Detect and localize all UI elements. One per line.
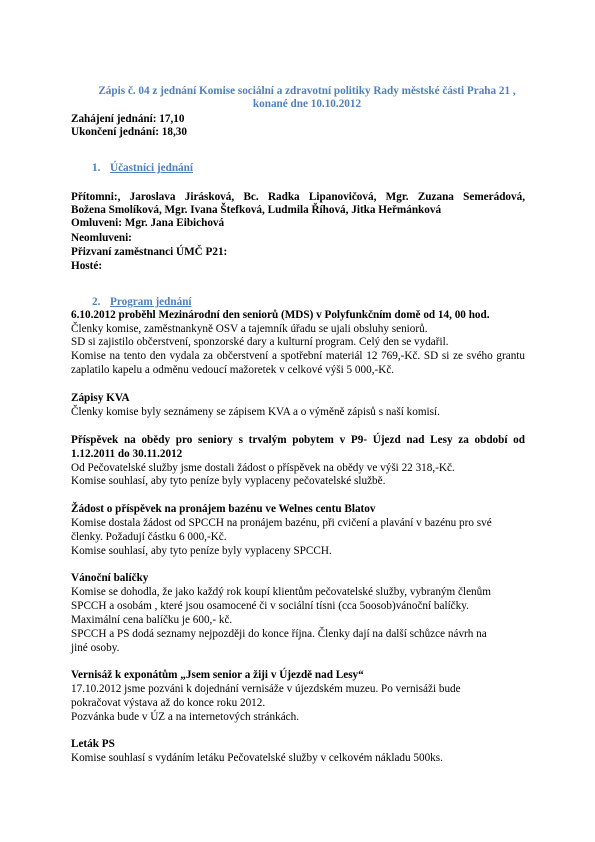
- item-vernissage-text-2: pokračovat výstava až do konce roku 2012.: [71, 697, 266, 709]
- item-mds-text-1: Členky komise, zaměstnankyně OSV a tajemník úřadu se ujali obsluhy seniorů.: [71, 323, 428, 335]
- item-lunch-heading-2: 1.12.2011 do 30.11.2012: [71, 448, 183, 460]
- section-number: 2.: [92, 296, 101, 308]
- item-xmas-text-1: Komise se dohodla, že jako každý rok koupí klientům pečovatelské služby, vybraným členům: [71, 586, 491, 598]
- item-pool-text-1: Komise dostala žádost od SPCCH na pronájem bazénu, při cvičení a plavání v bazénu pro své: [71, 517, 492, 529]
- item-pool-text-3: Komise souhlasí, aby tyto peníze byly vyplaceny SPCCH.: [71, 545, 332, 557]
- item-lunch-text-1: Od Pečovatelské služby jsme dostali žádost o příspěvek na obědy ve výši 22 318,-Kč.: [71, 462, 455, 474]
- item-pool-heading: Žádost o příspěvek na pronájem bazénu ve Welnes centu Blatov: [71, 503, 376, 515]
- item-vernissage-heading: Vernisáž k exponátům „Jsem senior a žiji v Újezdě nad Lesy“: [71, 669, 364, 681]
- section-number: 1.: [92, 162, 101, 174]
- document-title: Zápis č. 04 z jednání Komise sociální a zdravotní politiky Rady městské části Praha 21 ,: [98, 85, 516, 97]
- section-title: Program jednání: [110, 296, 192, 308]
- section-heading-program: [92, 295, 192, 309]
- item-vernissage-text-3: Pozvánka bude v ÚZ a na internetových stránkách.: [71, 711, 300, 723]
- item-kva-heading: Zápisy KVA: [71, 392, 130, 404]
- attendees-line1: Přítomni:, Jaroslava Jirásková, Bc. Radka Lipanovičová, Mgr. Zuzana Semerádová,: [71, 191, 525, 203]
- item-vernissage-text-1: 17.10.2012 jsme pozváni k dojednání vernisáže v újezdském muzeu. Po vernisáži bude: [71, 683, 461, 695]
- section-heading-participants: [92, 161, 193, 175]
- unexcused-line: Neomluveni:: [71, 232, 132, 244]
- item-mds-heading: 6.10.2012 proběhl Mezinárodní den seniorů (MDS) v Polyfunkčním domě od 14, 00 hod.: [71, 309, 490, 321]
- document-title-line2: konané dne 10.10.2012: [252, 98, 362, 110]
- item-leaflet-text-1: Komise souhlasí s vydáním letáku Pečovatelské služby v celkovém nákladu 500ks.: [71, 752, 443, 764]
- item-xmas-text-3: Maximální cena balíčku je 600,- kč.: [71, 614, 233, 626]
- attendees-line2: Božena Smolíková, Mgr. Ivana Štefková, Ludmila Říhová, Jitka Heřmánková: [71, 204, 442, 216]
- item-kva-text-1: Členky komise byly seznámeny se zápisem KVA a o výměně zápisů s naší komisí.: [71, 406, 440, 418]
- item-pool-text-2: členky. Požadují částku 6 000,-Kč.: [71, 531, 227, 543]
- guests-line: Hosté:: [71, 260, 103, 272]
- excused-line: Omluveni: Mgr. Jana Eibichová: [71, 217, 225, 229]
- section-title: Účastníci jednání: [110, 162, 193, 174]
- item-xmas-text-2: SPCCH a osobám , které jsou osamocené či v sociální tísni (cca 5oosob)vánoční balíčky.: [71, 600, 469, 612]
- item-lunch-text-2: Komise souhlasí, aby tyto peníze byly vyplaceny pečovatelské službě.: [71, 475, 386, 487]
- item-mds-text-2: SD si zajistilo občerstvení, sponzorské dary a kulturní program. Celý den se vydařil.: [71, 336, 449, 348]
- item-mds-text-4: zaplatilo kapelu a odměnu vedoucí mažoretek v celkové výši 5 000,-Kč.: [71, 364, 395, 376]
- invited-staff-line: Přizvaní zaměstnanci ÚMČ P21:: [71, 246, 228, 258]
- item-lunch-heading-1: Příspěvek na obědy pro seniory s trvalým pobytem v P9- Újezd nad Lesy za období od: [71, 434, 525, 446]
- item-leaflet-heading: Leták PS: [71, 738, 115, 750]
- item-xmas-heading: Vánoční balíčky: [71, 572, 149, 584]
- item-xmas-text-4: SPCCH a PS dodá seznamy nejpozději do konce října. Členky dají na další schůzce návrh na: [71, 628, 487, 640]
- item-mds-text-3: Komise na tento den vydala za občerstvení a spotřební materiál 12 769,-Kč. SD si ze svého grantu: [71, 350, 525, 362]
- item-xmas-text-5: jiné osoby.: [71, 642, 120, 654]
- start-time: Zahájení jednání: 17,10: [71, 113, 185, 125]
- end-time: Ukončení jednání: 18,30: [71, 126, 187, 138]
